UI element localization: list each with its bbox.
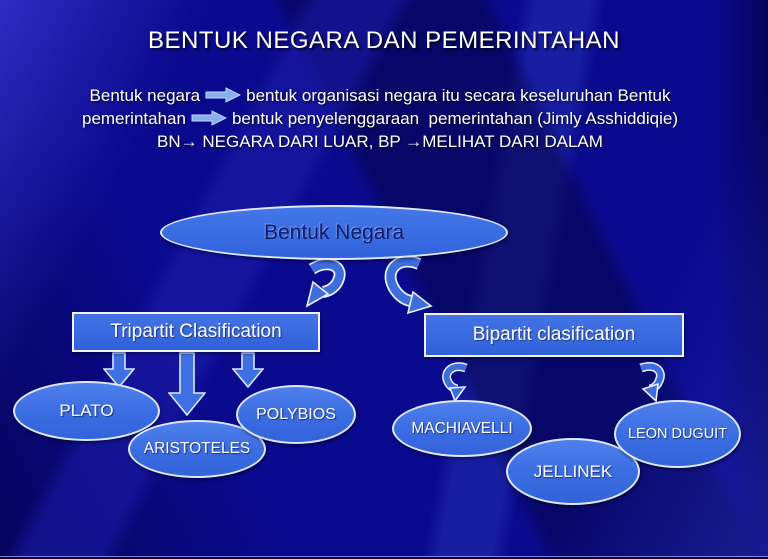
- diagram-node-bipartit: [424, 313, 684, 357]
- right-arrow-icon: [191, 110, 227, 126]
- down-arrow-icon: [232, 352, 264, 388]
- curved-arrow-icon: [440, 361, 474, 403]
- node-label: MACHIAVELLI: [411, 419, 513, 437]
- intro-line1-pre: Bentuk negara: [89, 86, 201, 105]
- diagram-node-polybios: [236, 385, 356, 444]
- intro-line-1: [24, 84, 736, 107]
- node-label: Bipartit clasification: [472, 324, 636, 345]
- intro-line-2: [24, 107, 736, 130]
- intro-line1-post: bentuk organisasi negara itu secara keseluruhan Bentuk: [246, 86, 671, 105]
- node-label: LEON DUGUIT: [627, 426, 728, 442]
- intro-line-3: BN→ NEGARA DARI LUAR, BP →MELIHAT DARI DALAM: [157, 132, 603, 151]
- node-label: Bentuk Negara: [263, 220, 405, 244]
- diagram-node-plato: [13, 381, 160, 441]
- diagram-node-machiavelli: [392, 400, 532, 457]
- diagram-node-tripartit: [72, 312, 320, 352]
- curved-arrow-icon: [301, 258, 349, 312]
- node-label: POLYBIOS: [256, 405, 336, 423]
- diagram-node-leon-duguit: [614, 400, 741, 468]
- node-label: Tripartit Clasification: [110, 321, 282, 342]
- slide-title: BENTUK NEGARA DAN PEMERINTAHAN: [148, 27, 620, 54]
- right-arrow-icon: [205, 87, 241, 103]
- intro-line2-pre: pemerintahan: [81, 109, 186, 128]
- node-label: ARISTOTELES: [143, 440, 251, 457]
- intro-line2-post: bentuk penyelenggaraan pemerintahan (Jimly Asshiddiqie): [231, 109, 679, 128]
- node-label: JELLINEK: [533, 461, 613, 481]
- curved-arrow-icon: [632, 361, 668, 403]
- diagram-node-bentuk-negara: [160, 205, 508, 260]
- node-label: PLATO: [59, 401, 114, 420]
- down-arrow-icon: [168, 352, 206, 416]
- intro-text: [24, 84, 736, 153]
